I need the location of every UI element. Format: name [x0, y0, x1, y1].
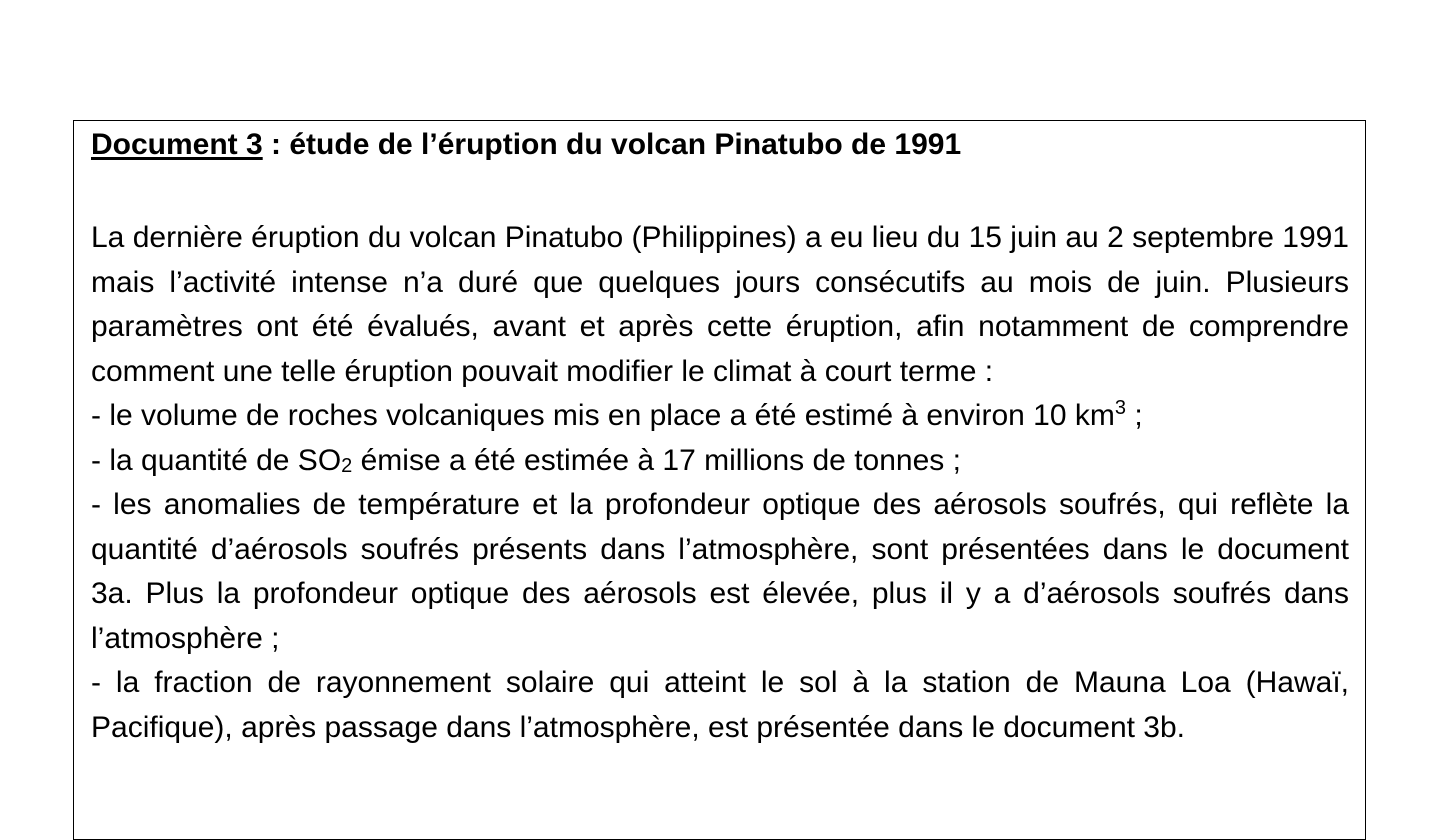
document-content [91, 127, 1349, 750]
bullet-volume-exponent: 3 [1114, 397, 1126, 419]
document-title-text: : étude de l’éruption du volcan Pinatubo de 1991 [262, 128, 962, 161]
spacer [91, 163, 1349, 216]
bullet-so2-subscript: 2 [341, 454, 353, 477]
bullet-solar-radiation: - la fraction de rayonnement solaire qui atteint le sol à la station de Mauna Loa (Hawaï, Pacifique), après passage dans l’atmosphère, est présentée dans le document 3b. [91, 666, 1349, 744]
bullet-volume-text: - le volume de roches volcaniques mis en place a été estimé à environ 10 km [91, 399, 1115, 432]
document-title [91, 127, 1349, 163]
document-box [73, 120, 1366, 840]
bullet-so2-after: émise a été estimée à 17 millions de tonnes ; [352, 443, 961, 477]
intro-paragraph: La dernière éruption du volcan Pinatubo (Philippines) a eu lieu du 15 juin au 2 septembre 1991 mais l’activité intense n’a duré que quelques jours consécutifs au mois de juin. Plusieurs paramètres ont été évalués, avant et après cette éruption, afin notamment de comprendre comment une telle éruption pouvait modifier le climat à court terme : [91, 221, 1349, 388]
bullet-anomalies: - les anomalies de température et la profondeur optique des aérosols soufrés, qui reflète la quantité d’aérosols soufrés présents dans l’atmosphère, sont présentées dans le document 3a. Plus la profondeur optique des aérosols est élevée, plus il y a d’aérosols soufrés dans l’atmosphère ; [91, 488, 1349, 655]
bullet-volume-end: ; [1125, 399, 1143, 432]
document-title-prefix: Document 3 [91, 128, 263, 161]
bullet-so2 [91, 439, 1349, 484]
bullet-so2-before: - la quantité de SO [91, 443, 342, 477]
bullet-volume [91, 394, 1349, 439]
